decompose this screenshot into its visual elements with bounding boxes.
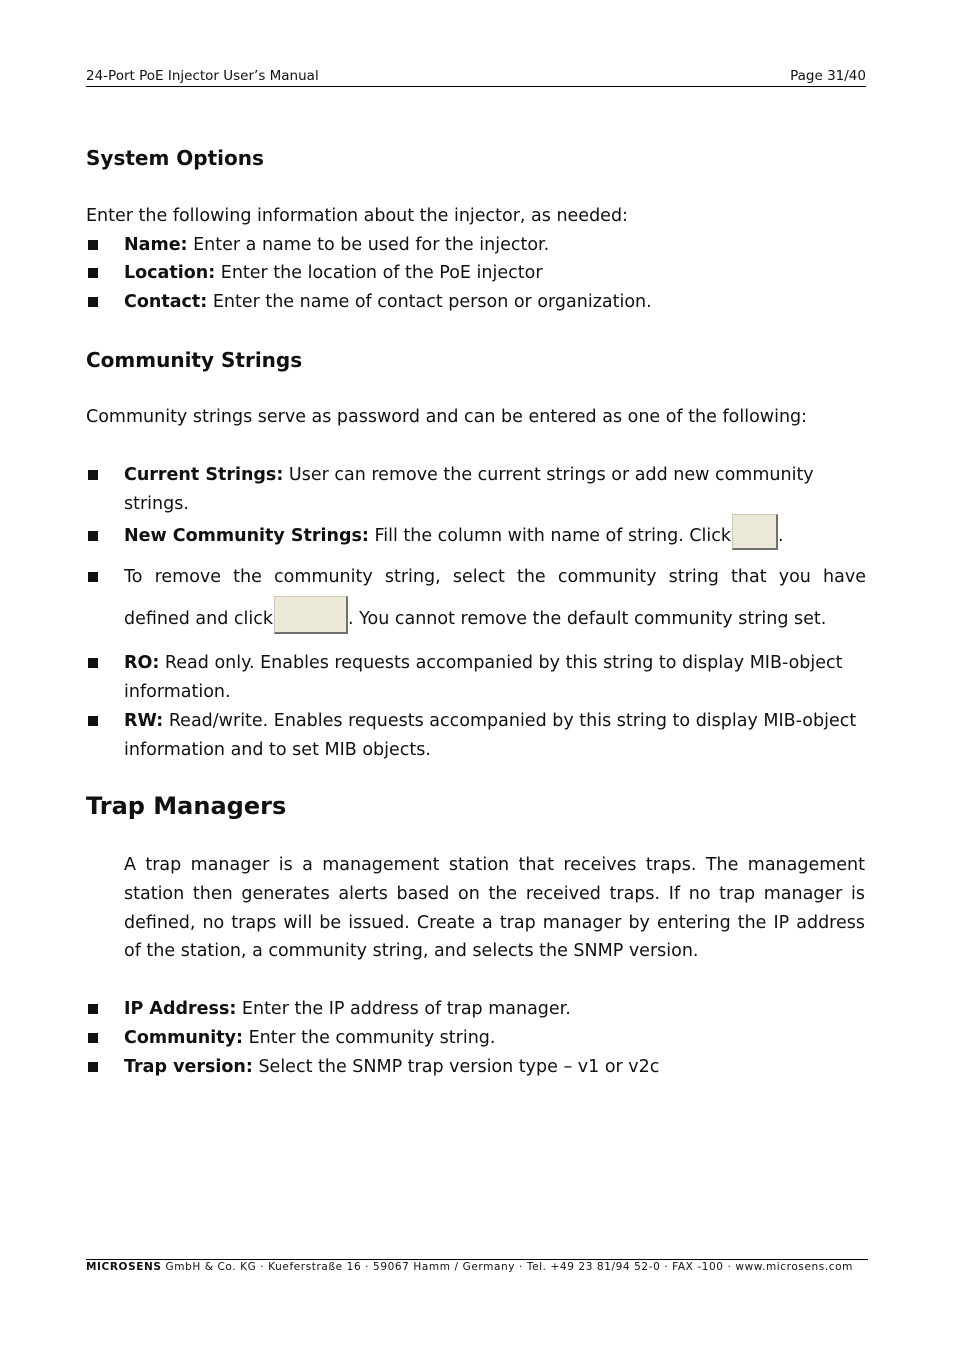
bullet-square-icon — [88, 297, 98, 307]
bullet-text: Enter the IP address of trap manager. — [236, 999, 571, 1019]
remove-before-text: defined and click — [124, 609, 274, 629]
page-footer — [86, 1259, 868, 1273]
bullet-square-icon — [88, 1033, 98, 1043]
bullet-label: Contact: — [124, 292, 208, 312]
bullet-label: Trap version: — [124, 1057, 253, 1077]
bullet-text: Read/write. Enables requests accompanied by this string to display MIB-object information and to set MIB objects. — [124, 711, 857, 760]
community-strings-heading: Community Strings — [86, 348, 303, 372]
trap-managers-paragraph: A trap manager is a management station that receives traps. The management station then generates alerts based on the received traps. If no trap manager is defined, no traps will be issued. Create a trap manager by entering the IP address of the station, a community string, and selects the SNMP version. — [124, 855, 865, 962]
bullet-square-icon — [88, 572, 98, 582]
bullet-text: User can remove the current strings or add new community strings. — [124, 465, 814, 514]
trap-managers-heading: Trap Managers — [86, 792, 287, 820]
bullet-square-icon — [88, 1004, 98, 1014]
system-options-intro: Enter the following information about the injector, as needed: — [86, 206, 628, 226]
bullet-label: Location: — [124, 263, 216, 283]
bullet-square-icon — [88, 1062, 98, 1072]
page-number: Page 31/40 — [790, 68, 866, 84]
company-address: GmbH & Co. KG · Kueferstraße 16 · 59067 Hamm / Germany · Tel. +49 23 81/94 52-0 · FAX -100 · www.microsens.com — [161, 1261, 853, 1273]
bullet-square-icon — [88, 470, 98, 480]
bullet-label: RW: — [124, 711, 164, 731]
remove-button[interactable] — [274, 596, 348, 634]
system-options-heading: System Options — [86, 146, 264, 170]
bullet-label: Current Strings: — [124, 465, 284, 485]
bullet-square-icon — [88, 240, 98, 250]
bullet-text: Fill the column with name of string. Click — [368, 526, 732, 546]
community-strings-intro: Community strings serve as password and can be entered as one of the following: — [86, 407, 808, 427]
bullet-label: RO: — [124, 653, 160, 673]
bullet-text: Enter the location of the PoE injector — [215, 263, 543, 283]
bullet-label: Name: — [124, 235, 188, 255]
bullet-text: To remove the community string, select the community string that you have — [124, 567, 866, 587]
add-button[interactable] — [732, 514, 778, 550]
bullet-text: Select the SNMP trap version type – v1 or v2c — [252, 1057, 660, 1077]
bullet-square-icon — [88, 716, 98, 726]
bullet-label: IP Address: — [124, 999, 237, 1019]
bullet-square-icon — [88, 658, 98, 668]
bullet-square-icon — [88, 268, 98, 278]
company-name: MICROSENS — [86, 1261, 162, 1273]
manual-title: 24-Port PoE Injector User’s Manual — [86, 68, 319, 84]
bullet-text: Enter a name to be used for the injector. — [187, 235, 550, 255]
remove-line2 — [124, 604, 826, 634]
bullet-label: Community: — [124, 1028, 244, 1048]
bullet-text: Enter the name of contact person or organization. — [207, 292, 652, 312]
remove-after-text: . You cannot remove the default community string set. — [348, 609, 827, 629]
bullet-text: Read only. Enables requests accompanied by this string to display MIB-object information. — [124, 653, 843, 702]
page-header — [86, 66, 866, 87]
bullet-label: New Community Strings: — [124, 526, 369, 546]
bullet-text-end: . — [778, 526, 784, 546]
bullet-text: Enter the community string. — [243, 1028, 496, 1048]
bullet-square-icon — [88, 531, 98, 541]
